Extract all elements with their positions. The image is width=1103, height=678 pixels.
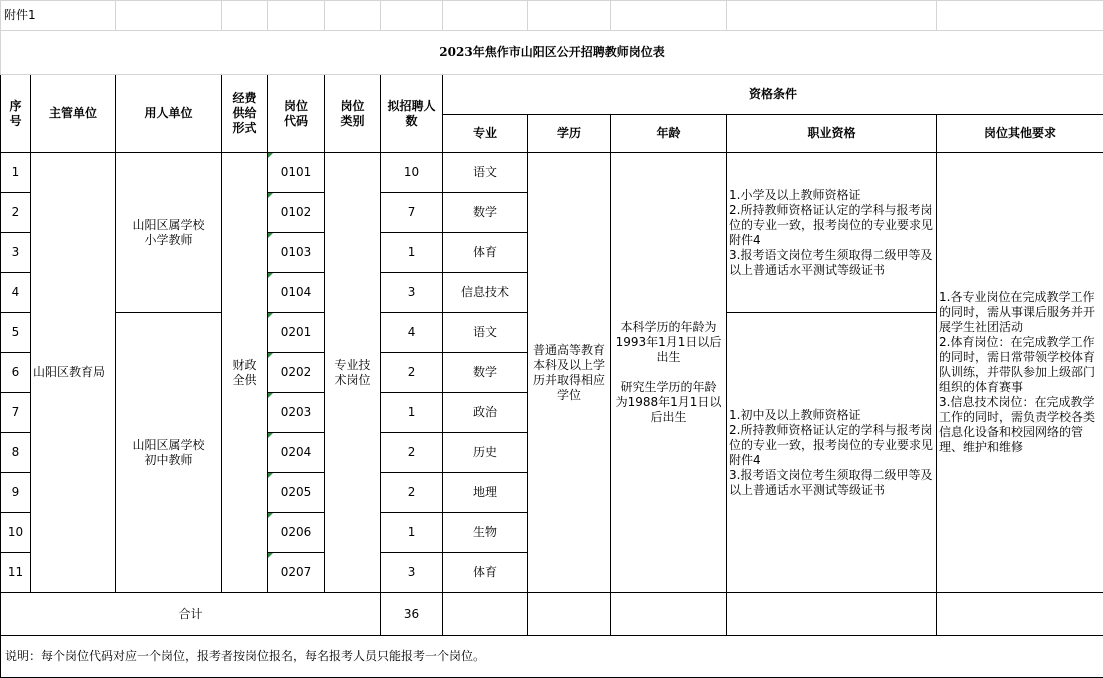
seq-cell: 5 <box>1 313 31 353</box>
page-title: 2023年焦作市山阳区公开招聘教师岗位表 <box>1 31 1103 75</box>
major-cell: 地理 <box>443 473 528 513</box>
major-cell: 体育 <box>443 233 528 273</box>
post-code-cell: 0202 <box>268 353 325 393</box>
count-cell: 3 <box>381 273 443 313</box>
post-code-cell: 0104 <box>268 273 325 313</box>
age-cell: 本科学历的年龄为 1993年1月1日以后 出生 研究生学历的年龄 为1988年1月1日以 后出生 <box>611 153 727 593</box>
header-age: 年龄 <box>611 115 727 153</box>
footnote: 说明：每个岗位代码对应一个岗位，报考者按岗位报名，每名报考人员只能报考一个岗位。 <box>1 636 1103 678</box>
header-funding: 经费供给形式 <box>222 75 268 153</box>
post-code-cell: 0206 <box>268 513 325 553</box>
table-row <box>1 153 1103 193</box>
count-cell: 10 <box>381 153 443 193</box>
count-cell: 2 <box>381 433 443 473</box>
education-cell: 普通高等教育 本科及以上学 历并取得相应 学位 <box>528 153 611 593</box>
header-qualifications: 资格条件 <box>443 75 1103 115</box>
header-post-type: 岗位类别 <box>325 75 381 153</box>
seq-cell: 10 <box>1 513 31 553</box>
header-employer: 用人单位 <box>116 75 222 153</box>
major-cell: 数学 <box>443 353 528 393</box>
post-code-cell: 0102 <box>268 193 325 233</box>
header-seq: 序号 <box>1 75 31 153</box>
post-type-cell: 专业技 术岗位 <box>325 153 381 593</box>
count-cell: 7 <box>381 193 443 233</box>
vocational-junior-cell: 1.初中及以上教师资格证 2.所持教师资格证认定的学科与报考岗位的专业一致，报考岗位的专业要求见附件4 3.报考语文岗位考生须取得二级甲等及以上普通话水平测试等级证书 <box>727 313 937 593</box>
employer-primary-cell: 山阳区属学校 小学教师 <box>116 153 222 313</box>
funding-cell: 财政 全供 <box>222 153 268 593</box>
seq-cell: 4 <box>1 273 31 313</box>
header-post-code: 岗位代码 <box>268 75 325 153</box>
major-cell: 体育 <box>443 553 528 593</box>
header-education: 学历 <box>528 115 611 153</box>
header-major: 专业 <box>443 115 528 153</box>
header-authority: 主管单位 <box>31 75 116 153</box>
count-cell: 2 <box>381 473 443 513</box>
header-vocational: 职业资格 <box>727 115 937 153</box>
post-code-cell: 0205 <box>268 473 325 513</box>
seq-cell: 3 <box>1 233 31 273</box>
major-cell: 信息技术 <box>443 273 528 313</box>
count-cell: 1 <box>381 233 443 273</box>
seq-cell: 9 <box>1 473 31 513</box>
major-cell: 历史 <box>443 433 528 473</box>
post-code-cell: 0201 <box>268 313 325 353</box>
major-cell: 语文 <box>443 313 528 353</box>
total-row <box>1 593 1103 636</box>
attachment-label: 附件1 <box>1 1 116 31</box>
count-cell: 1 <box>381 513 443 553</box>
seq-cell: 11 <box>1 553 31 593</box>
count-cell: 3 <box>381 553 443 593</box>
employer-junior-cell: 山阳区属学校 初中教师 <box>116 313 222 593</box>
post-code-cell: 0101 <box>268 153 325 193</box>
total-value: 36 <box>381 593 443 636</box>
seq-cell: 7 <box>1 393 31 433</box>
total-label: 合计 <box>1 593 381 636</box>
post-code-cell: 0203 <box>268 393 325 433</box>
post-code-cell: 0207 <box>268 553 325 593</box>
seq-cell: 8 <box>1 433 31 473</box>
major-cell: 数学 <box>443 193 528 233</box>
post-code-cell: 0103 <box>268 233 325 273</box>
header-other: 岗位其他要求 <box>937 115 1103 153</box>
major-cell: 语文 <box>443 153 528 193</box>
seq-cell: 1 <box>1 153 31 193</box>
count-cell: 2 <box>381 353 443 393</box>
count-cell: 1 <box>381 393 443 433</box>
count-cell: 4 <box>381 313 443 353</box>
other-requirements-cell: 1.各专业岗位在完成教学工作的同时，需从事课后服务并开展学生社团活动 2.体育岗位：在完成教学工作的同时，需日常带领学校体育队训练，并带队参加上级部门组织的体育赛事 3.信息技术岗位：在完成教学工作的同时，需负责学校各类信息化设备和校园网络的管理、维护和维修 <box>937 153 1103 593</box>
major-cell: 生物 <box>443 513 528 553</box>
seq-cell: 6 <box>1 353 31 393</box>
major-cell: 政治 <box>443 393 528 433</box>
authority-cell: 山阳区教育局 <box>31 153 116 593</box>
vocational-primary-cell: 1.小学及以上教师资格证 2.所持教师资格证认定的学科与报考岗位的专业一致，报考岗位的专业要求见附件4 3.报考语文岗位考生须取得二级甲等及以上普通话水平测试等级证书 <box>727 153 937 313</box>
post-code-cell: 0204 <box>268 433 325 473</box>
header-planned: 拟招聘人数 <box>381 75 443 153</box>
seq-cell: 2 <box>1 193 31 233</box>
